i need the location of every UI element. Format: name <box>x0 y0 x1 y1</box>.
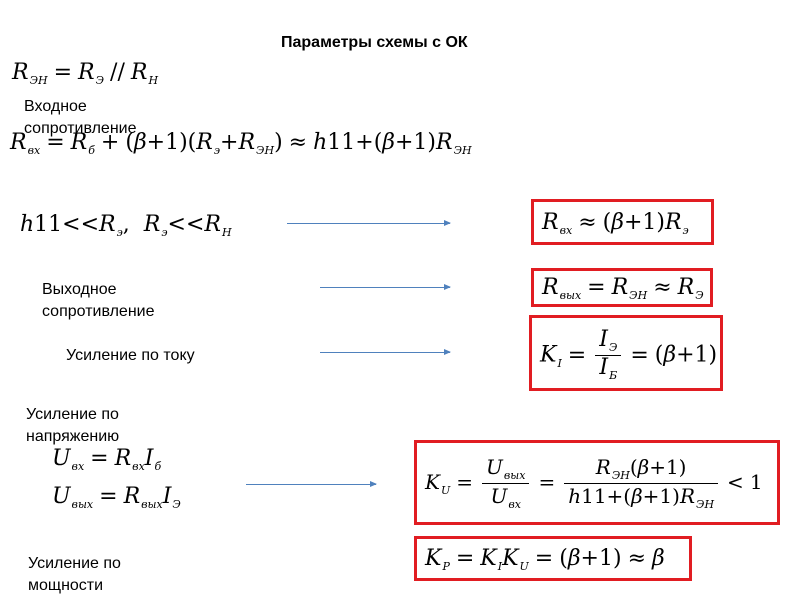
result-box-power-gain <box>414 536 692 581</box>
formula-condition: $h11<<R_э$, $R_э<<R_Н$ <box>20 212 232 239</box>
formula-power-gain: $K_P = K_IK_U = (\beta+1) \approx \beta$ <box>425 546 665 573</box>
result-box-input-resistance <box>531 199 714 245</box>
formula-output-resistance: $R_{вых} = R_{ЭН} \approx R_Э$ <box>542 275 704 302</box>
arrow-to-voltage-gain-result <box>246 484 376 485</box>
label-current-gain: Усиление по току <box>66 347 195 364</box>
arrow-to-current-gain-result <box>320 352 450 353</box>
formula-voltage-gain: $K_U$ = $\frac{U_{вых}}{U_{вх}}$ = $\frac{R_{ЭН}(\beta+1)}{h11+(\beta+1)R_{ЭН}}$ < 1 <box>425 455 763 511</box>
label-input-resistance: Входное сопротивление <box>24 98 137 137</box>
page-title: Параметры схемы с ОК <box>281 34 468 51</box>
formula-input-voltage: $U_{вх} = R_{вх}I_б$ <box>52 446 162 473</box>
result-box-voltage-gain <box>414 440 780 525</box>
label-power-gain: Усиление по мощности <box>28 555 121 594</box>
label-output-resistance: Выходное сопротивление <box>42 281 155 320</box>
arrow-to-input-result <box>287 223 450 224</box>
formula-current-gain: $K_I$ = $\frac{I_Э}{I_Б}$ = (β+1) <box>540 327 718 382</box>
result-box-current-gain <box>529 315 723 391</box>
formula-output-voltage: $U_{вых} = R_{вых}I_Э$ <box>52 484 181 511</box>
formula-input-resistance-result: $R_{вх} \approx (\beta+1)R_э$ <box>542 210 689 237</box>
result-box-output-resistance <box>531 268 713 307</box>
formula-input-resistance: $R_{вх} = R_б + (\beta+1)(R_э+R_{ЭН}) \approx h11+(\beta+1)R_{ЭН}$ <box>10 130 472 157</box>
arrow-to-output-result <box>320 287 450 288</box>
label-voltage-gain: Усиление по напряжению <box>26 406 120 445</box>
formula-equivalent-load: $R_{ЭН} = R_Э // R_Н$ <box>12 60 159 87</box>
